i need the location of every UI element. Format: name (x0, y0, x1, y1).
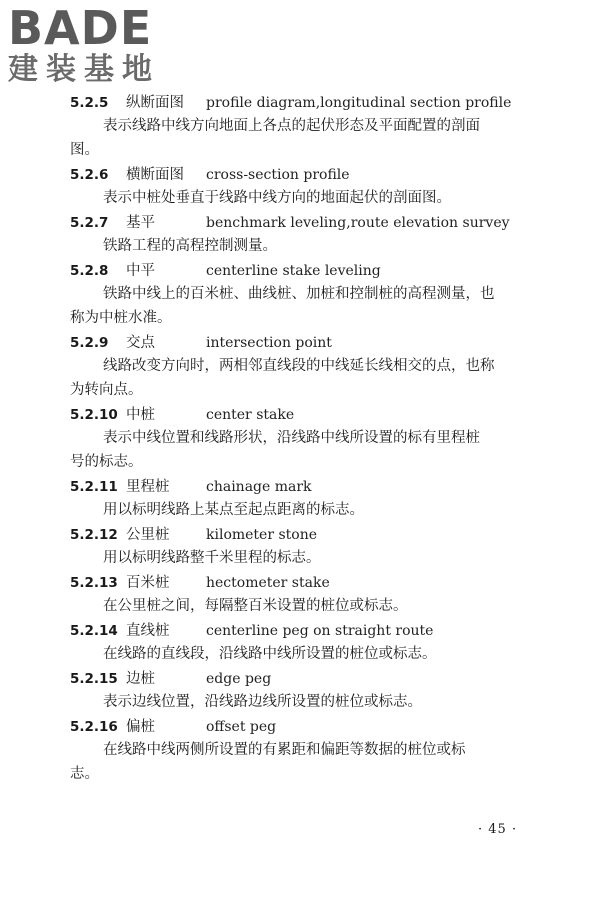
logo-wordmark: BADE (8, 1, 153, 55)
entry-term-chinese: 百米桩 (126, 575, 170, 591)
glossary-entry (70, 476, 560, 522)
entry-number: 5.2.5 (70, 95, 109, 111)
glossary-entry (70, 404, 560, 474)
definition-line: 铁路中线上的百米桩、曲线桩、加桩和控制桩的高程测量，也 (103, 286, 495, 302)
definition-line: 为转向点。 (70, 382, 143, 398)
definition-line: 表示中桩处垂直于线路中线方向的地面起伏的剖面图。 (103, 190, 451, 206)
logo-subtitle: 建装基地 (8, 52, 160, 87)
entry-term-chinese: 中平 (126, 263, 155, 279)
definition-line: 在线路中线两侧所设置的有累距和偏距等数据的桩位或标 (103, 742, 466, 758)
glossary-entry (70, 620, 560, 666)
entry-heading (70, 212, 560, 234)
entry-number: 5.2.8 (70, 263, 109, 279)
entry-definition (70, 234, 560, 258)
entry-number: 5.2.16 (70, 719, 118, 735)
entry-number: 5.2.13 (70, 575, 118, 591)
glossary-entry (70, 212, 560, 258)
glossary-entry (70, 164, 560, 210)
entry-term-chinese: 直线桩 (126, 623, 170, 639)
entry-term-english: profile diagram,longitudinal section profile (206, 95, 512, 111)
glossary-entry (70, 92, 560, 162)
definition-line: 铁路工程的高程控制测量。 (103, 238, 277, 254)
definition-line: 在公里桩之间，每隔整百米设置的桩位或标志。 (103, 598, 408, 614)
definition-line: 志。 (70, 766, 99, 782)
entry-heading (70, 260, 560, 282)
entry-number: 5.2.14 (70, 623, 118, 639)
entry-heading (70, 476, 560, 498)
entry-definition (70, 186, 560, 210)
entry-term-chinese: 边桩 (126, 671, 155, 687)
glossary-entry (70, 572, 560, 618)
definition-line: 表示中线位置和线路形状，沿线路中线所设置的标有里程桩 (103, 430, 480, 446)
entry-term-english: chainage mark (206, 479, 312, 495)
entry-number: 5.2.11 (70, 479, 118, 495)
entry-definition (70, 546, 560, 570)
entry-term-english: intersection point (206, 335, 332, 351)
glossary-content (70, 92, 560, 788)
glossary-entry (70, 260, 560, 330)
entry-term-english: benchmark leveling,route elevation survey (206, 215, 510, 231)
glossary-entry (70, 716, 560, 786)
entry-definition (70, 498, 560, 522)
entry-heading (70, 716, 560, 738)
glossary-entry (70, 524, 560, 570)
entry-term-english: cross-section profile (206, 167, 350, 183)
entry-number: 5.2.6 (70, 167, 109, 183)
entry-heading (70, 524, 560, 546)
definition-line: 表示边线位置，沿线路边线所设置的桩位或标志。 (103, 694, 422, 710)
definition-line: 在线路的直线段，沿线路中线所设置的桩位或标志。 (103, 646, 437, 662)
entry-definition (70, 594, 560, 618)
entry-term-english: center stake (206, 407, 295, 423)
entry-number: 5.2.10 (70, 407, 118, 423)
entry-definition (70, 426, 560, 474)
entry-heading (70, 572, 560, 594)
entry-heading (70, 164, 560, 186)
entry-number: 5.2.9 (70, 335, 109, 351)
definition-line: 图。 (70, 142, 99, 158)
entry-term-chinese: 中桩 (126, 407, 155, 423)
definition-line: 用以标明线路上某点至起点距离的标志。 (103, 502, 364, 518)
entry-definition (70, 642, 560, 666)
entry-term-english: centerline peg on straight route (206, 623, 434, 639)
entry-heading (70, 620, 560, 642)
entry-term-english: edge peg (206, 671, 272, 687)
entry-term-chinese: 纵断面图 (126, 95, 184, 111)
entry-number: 5.2.12 (70, 527, 118, 543)
glossary-entry (70, 668, 560, 714)
entry-term-chinese: 里程桩 (126, 479, 170, 495)
entry-term-chinese: 横断面图 (126, 167, 184, 183)
definition-line: 用以标明线路整千米里程的标志。 (103, 550, 321, 566)
entry-definition (70, 690, 560, 714)
entry-term-english: hectometer stake (206, 575, 330, 591)
definition-line: 号的标志。 (70, 454, 143, 470)
entry-term-english: offset peg (206, 719, 277, 735)
entry-definition (70, 738, 560, 786)
entry-number: 5.2.15 (70, 671, 118, 687)
entry-definition (70, 282, 560, 330)
entry-heading (70, 668, 560, 690)
entry-term-chinese: 公里桩 (126, 527, 170, 543)
entry-term-chinese: 偏桩 (126, 719, 155, 735)
page-number: · 45 · (478, 822, 518, 837)
entry-term-chinese: 交点 (126, 335, 155, 351)
definition-line: 表示线路中线方向地面上各点的起伏形态及平面配置的剖面 (103, 118, 480, 134)
entry-definition (70, 354, 560, 402)
definition-line: 称为中桩水准。 (70, 310, 172, 326)
entry-heading (70, 404, 560, 426)
entry-term-english: kilometer stone (206, 527, 318, 543)
entry-definition (70, 114, 560, 162)
entry-term-chinese: 基平 (126, 215, 155, 231)
logo (8, 1, 178, 88)
entry-heading (70, 92, 560, 114)
glossary-entry (70, 332, 560, 402)
entry-number: 5.2.7 (70, 215, 109, 231)
definition-line: 线路改变方向时，两相邻直线段的中线延长线相交的点，也称 (103, 358, 495, 374)
entry-heading (70, 332, 560, 354)
entry-term-english: centerline stake leveling (206, 263, 381, 279)
